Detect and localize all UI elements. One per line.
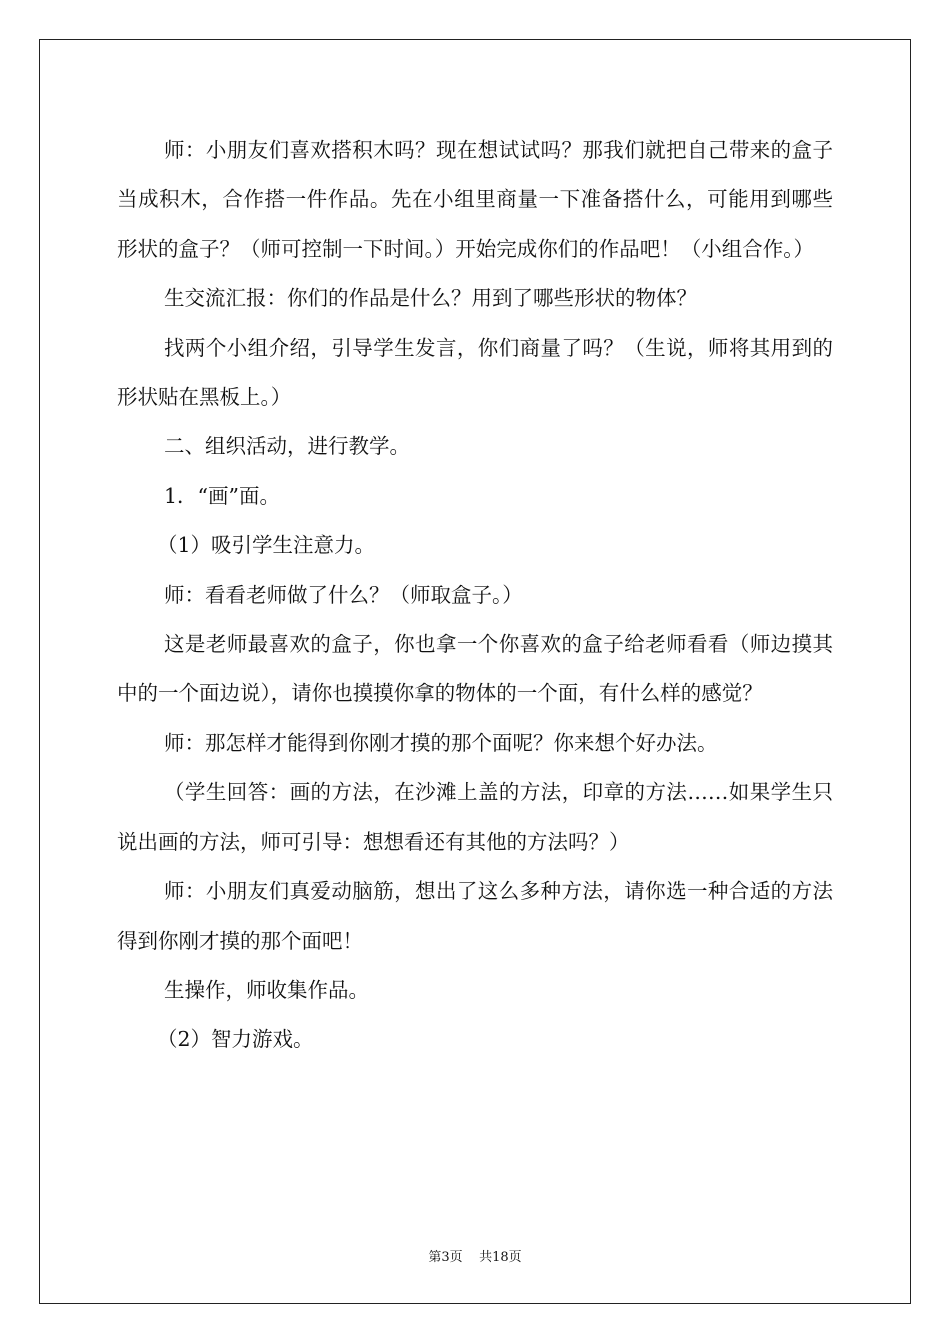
page-footer xyxy=(0,1246,950,1265)
paragraph: 生操作，师收集作品。 xyxy=(164,977,369,1002)
paragraph: 师：那怎样才能得到你刚才摸的那个面呢？你来想个好办法。 xyxy=(164,730,718,755)
paragraph: 生交流汇报：你们的作品是什么？用到了哪些形状的物体？ xyxy=(164,286,697,311)
paragraph: 师：小朋友们喜欢搭积木吗？现在想试试吗？那我们就把自己带来的盒子当成积木，合作搭一件作品。先在小组里商量一下准备搭什么，可能用到哪些形状的盒子？（师可控制一下时间。）开始完成你们的作品吧！（小组合作。） xyxy=(117,138,833,261)
paragraph: 找两个小组介绍，引导学生发言，你们商量了吗？（生说，师将其用到的形状贴在黑板上。） xyxy=(117,335,833,410)
subsection-heading: 1．“画”面。 xyxy=(164,483,281,508)
section-heading: 二、组织活动，进行教学。 xyxy=(164,434,410,459)
paragraph: 师：小朋友们真爱动脑筋，想出了这么多种方法，请你选一种合适的方法得到你刚才摸的那个面吧！ xyxy=(117,879,833,953)
step-heading: （2）智力游戏。 xyxy=(157,1027,314,1052)
document-body xyxy=(117,126,833,1065)
page-number: 第3页 xyxy=(428,1250,463,1265)
paragraph: （学生回答：画的方法，在沙滩上盖的方法，印章的方法……如果学生只说出画的方法，师可引导：想想看还有其他的方法吗？） xyxy=(117,780,833,854)
step-heading: （1）吸引学生注意力。 xyxy=(157,533,376,558)
paragraph: 这是老师最喜欢的盒子，你也拿一个你喜欢的盒子给老师看看（师边摸其中的一个面边说），请你也摸摸你拿的物体的一个面，有什么样的感觉？ xyxy=(117,632,833,706)
page-total: 共18页 xyxy=(479,1250,522,1265)
paragraph: 师：看看老师做了什么？（师取盒子。） xyxy=(164,582,523,607)
